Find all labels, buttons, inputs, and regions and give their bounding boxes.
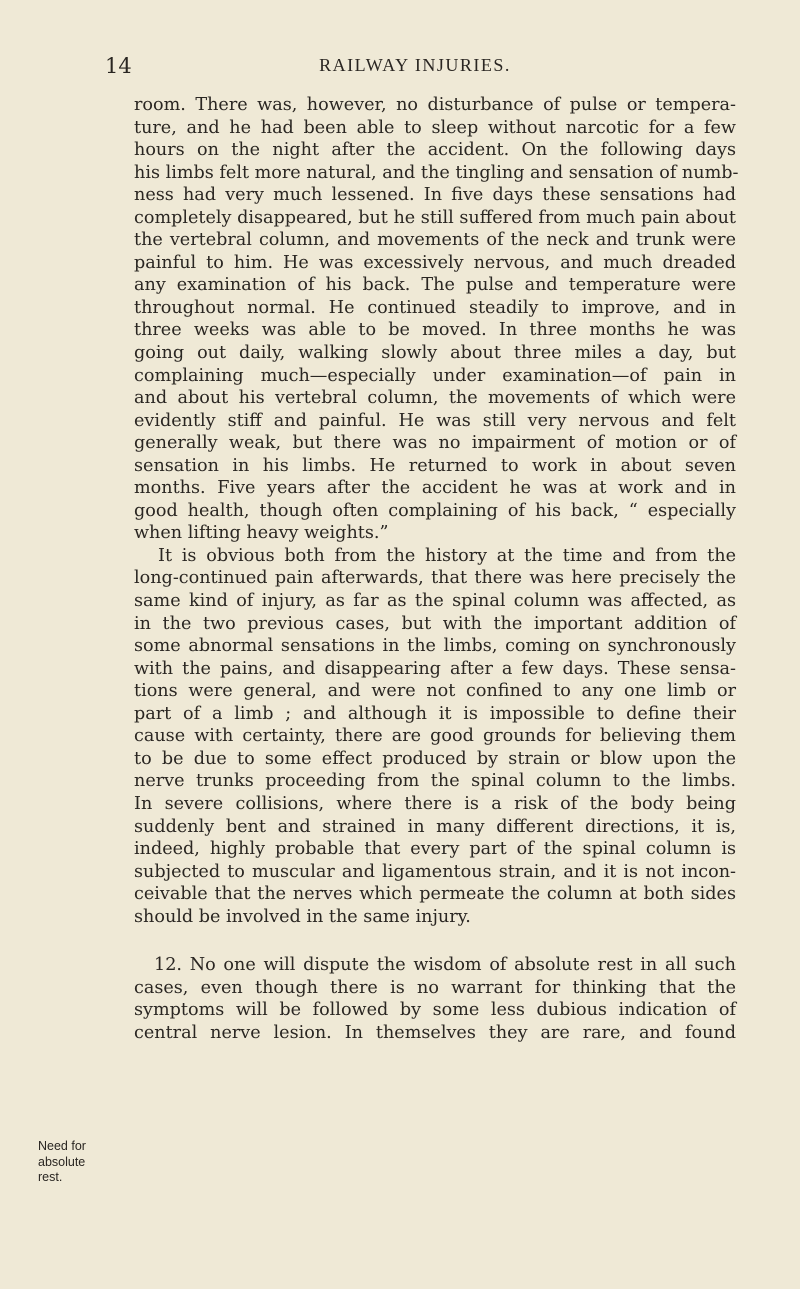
section-number: 12. [154, 955, 182, 976]
page-number: 14 [105, 54, 132, 78]
text-line: should be involved in the same injury. [134, 906, 471, 927]
text-line: some abnormal sensations in the limbs, coming on synchronously [134, 636, 736, 657]
text-line: when lifting heavy weights.” [134, 523, 389, 544]
text-line: the vertebral column, and movements of the neck and trunk were [134, 230, 736, 251]
paragraph-spacer [134, 928, 736, 954]
margin-note-line: rest. [38, 1170, 63, 1184]
margin-note [38, 1139, 108, 1186]
text-line: ness had very much lessened. In five days these sensations had [134, 185, 736, 206]
text-line: sensation in his limbs. He returned to work in about seven [134, 455, 736, 476]
page-header [105, 54, 725, 84]
text-line: three weeks was able to be moved. In three months he was [134, 320, 736, 341]
text-line: indeed, highly probable that every part of the spinal column is [134, 839, 736, 860]
text-line: long-continued pain afterwards, that there was here precisely the [134, 568, 736, 589]
text-line: to be due to some effect produced by strain or blow upon the [134, 748, 736, 769]
text-line: It is obvious both from the history at the time and from the [158, 545, 736, 566]
body-text [134, 94, 739, 1044]
margin-note-line: absolute [38, 1154, 86, 1169]
text-line: completely disappeared, but he still suffered from much pain about [134, 207, 736, 228]
text-line: room. There was, however, no disturbance of pulse or tempera- [134, 95, 736, 115]
text-line: In severe collisions, where there is a risk of the body being [134, 793, 736, 814]
text-line: symptoms will be followed by some less dubious indication of [134, 1000, 736, 1021]
text-line: throughout normal. He continued steadily to improve, and in [134, 297, 736, 318]
text-line: his limbs felt more natural, and the tingling and sensation of numb- [134, 162, 739, 183]
text-line: part of a limb ; and although it is impossible to define their [134, 703, 736, 724]
text-line: same kind of injury, as far as the spinal column was affected, as [134, 591, 736, 612]
paragraph-continued [134, 94, 739, 545]
running-head: RAILWAY INJURIES. [319, 55, 511, 75]
text-line: ceivable that the nerves which permeate the column at both sides [134, 884, 736, 905]
paragraph [134, 545, 736, 928]
text-line: hours on the night after the accident. On the following days [134, 140, 736, 161]
text-line: and about his vertebral column, the movements of which were [134, 388, 736, 409]
text-line: good health, though often complaining of his back, “ especially [134, 500, 736, 521]
text-line: ture, and he had been able to sleep without narcotic for a few [134, 117, 736, 138]
text-line: cases, even though there is no warrant for thinking that the [134, 977, 736, 998]
text-line [134, 954, 736, 977]
text-line: nerve trunks proceeding from the spinal column to the limbs. [134, 771, 736, 792]
text-line: in the two previous cases, but with the important addition of [134, 613, 736, 634]
text-line: tions were general, and were not confined to any one limb or [134, 681, 736, 702]
text-line: cause with certainty, there are good grounds for believing them [134, 726, 736, 747]
margin-note-line: Need for [38, 1139, 86, 1153]
text-line: complaining much—especially under examination—of pain in [134, 365, 736, 386]
text-line: central nerve lesion. In themselves they are rare, and found [134, 1022, 736, 1043]
text-line: any examination of his back. The pulse and temperature were [134, 275, 736, 296]
text-line: suddenly bent and strained in many different directions, it is, [134, 816, 736, 837]
text-line: painful to him. He was excessively nervous, and much dreaded [134, 252, 736, 273]
text-line: months. Five years after the accident he was at work and in [134, 478, 736, 499]
text-line: evidently stiff and painful. He was still very nervous and felt [134, 410, 736, 431]
section-12 [134, 954, 736, 1044]
text-line: going out daily, walking slowly about three miles a day, but [134, 343, 736, 364]
section-first-line: No one will dispute the wisdom of absolute rest in all such [189, 955, 736, 976]
text-line: generally weak, but there was no impairment of motion or of [134, 433, 736, 454]
text-line: subjected to muscular and ligamentous strain, and it is not incon- [134, 861, 736, 882]
text-line: with the pains, and disappearing after a few days. These sensa- [134, 658, 736, 679]
